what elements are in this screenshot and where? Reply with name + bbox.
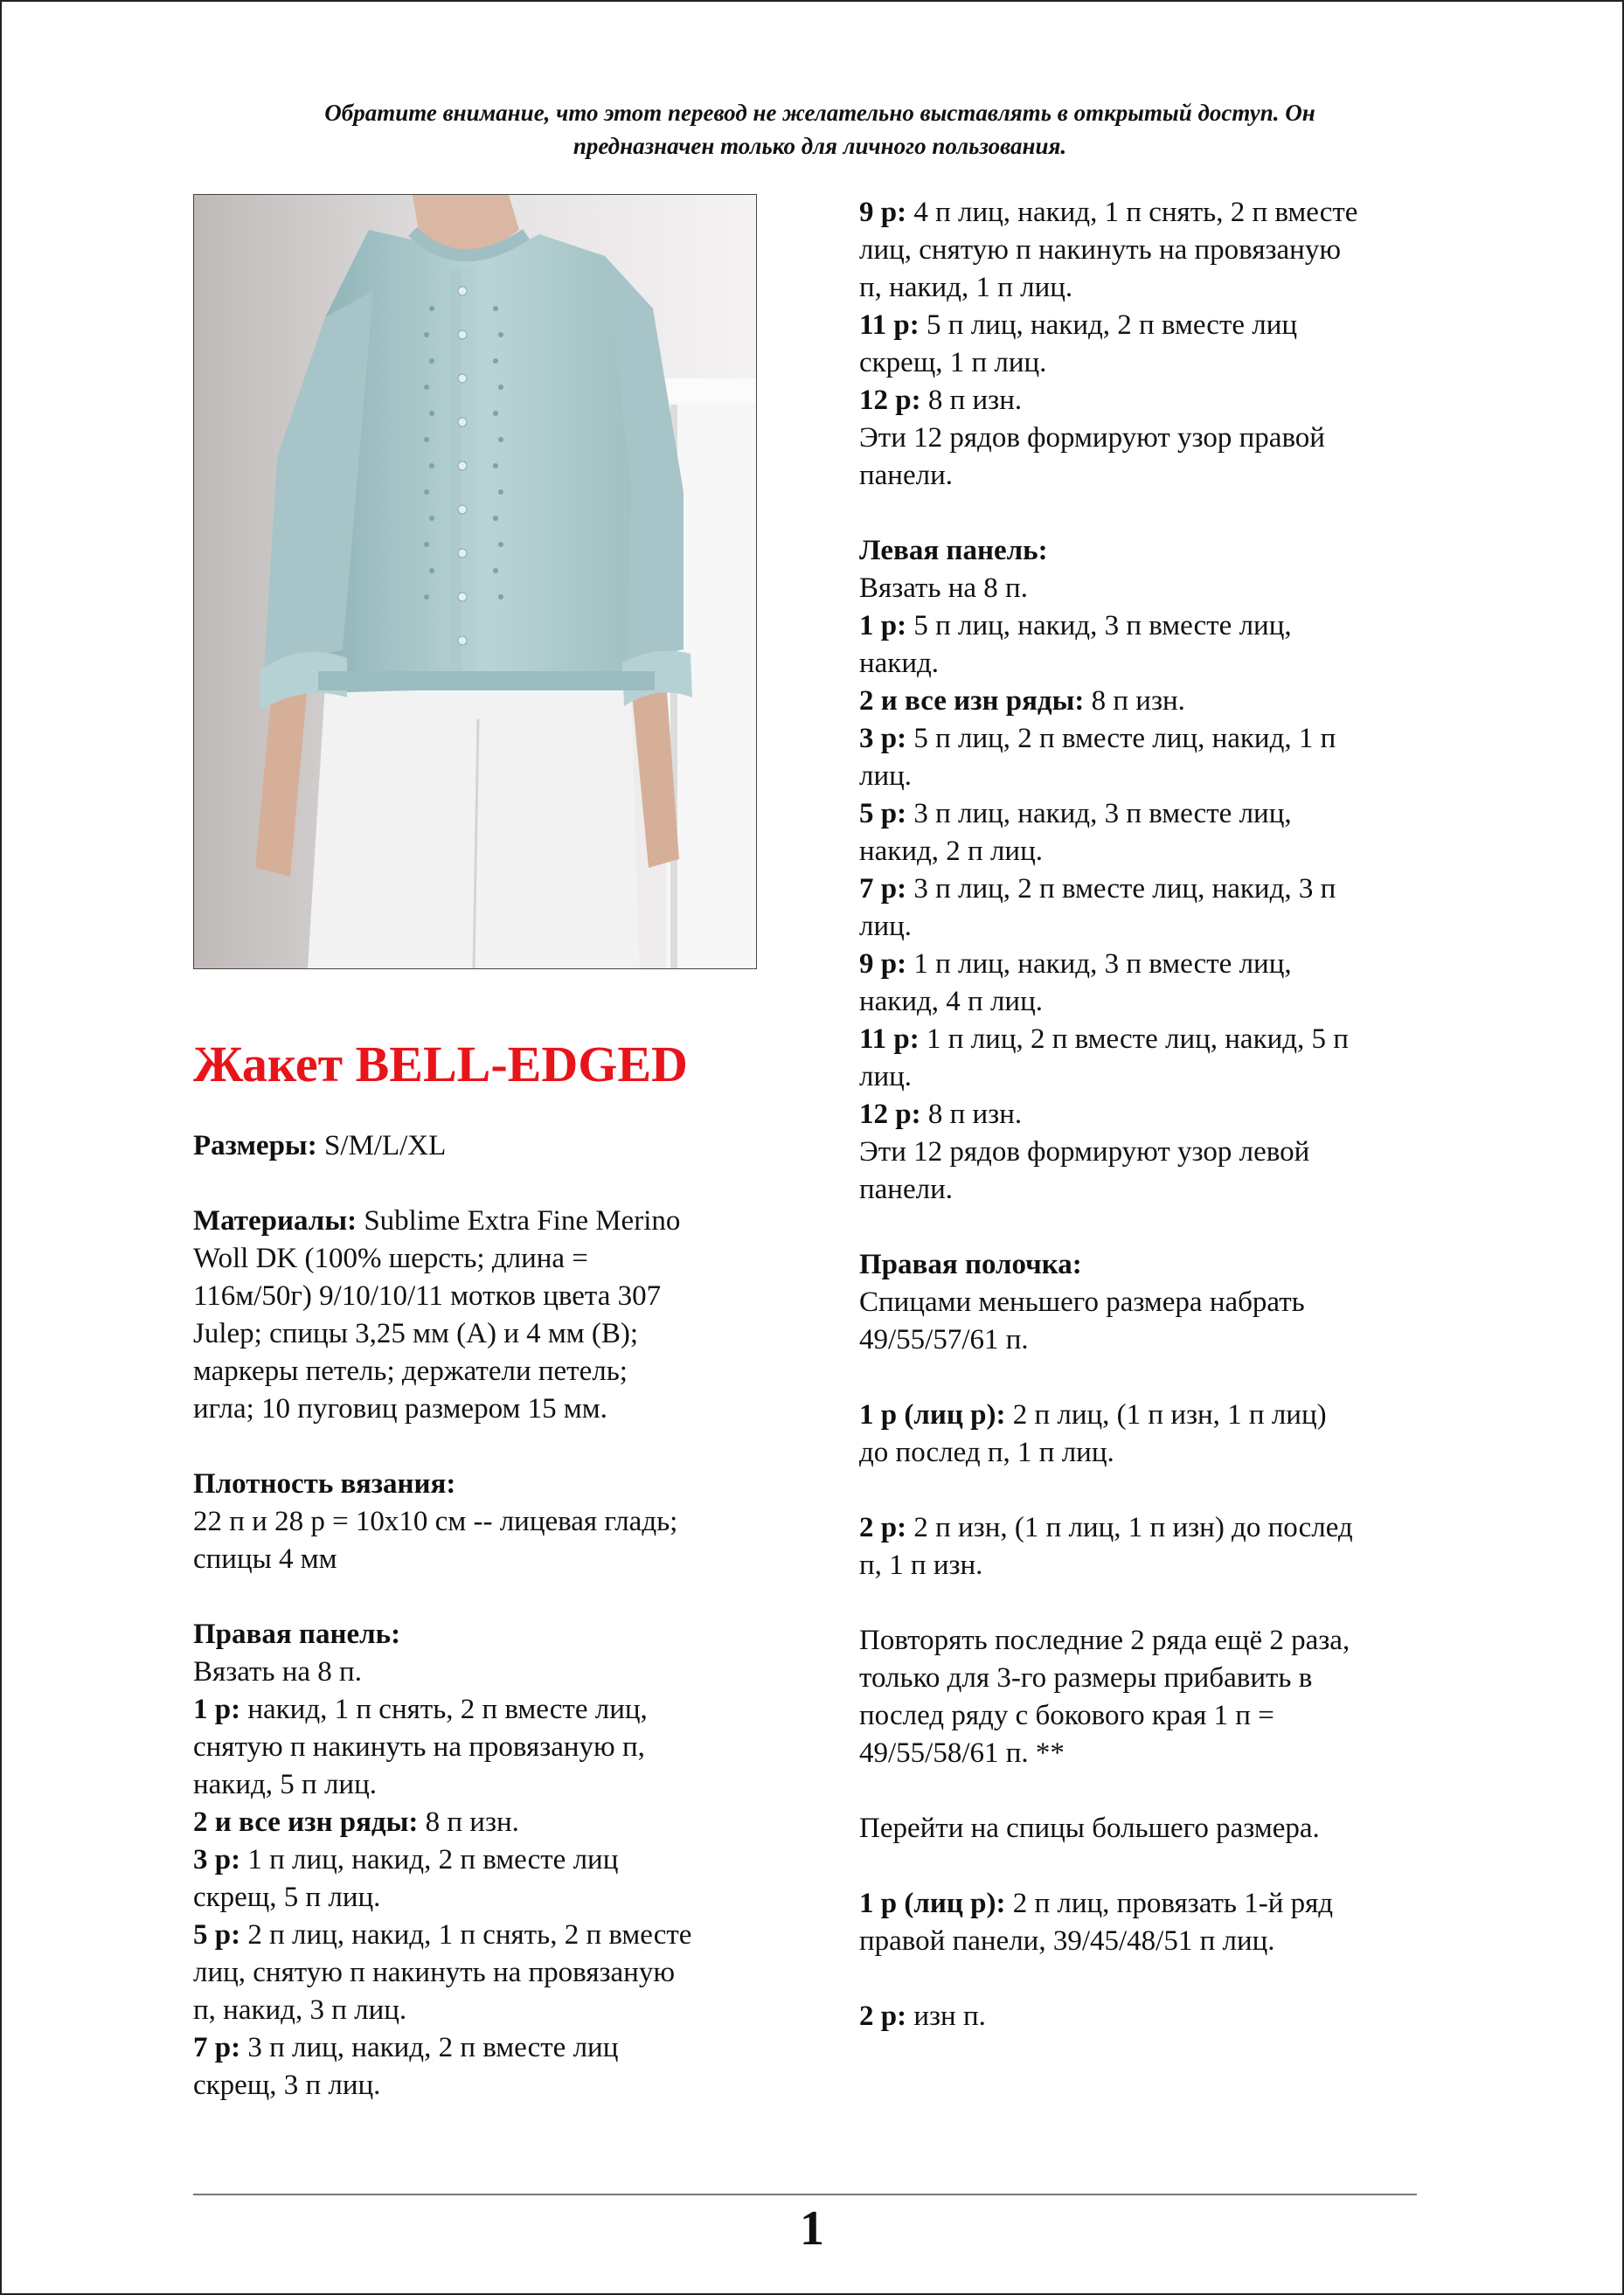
instruction-line: скрещ, 3 п лиц. — [193, 2070, 381, 2101]
row-label: 7 р: — [193, 2032, 241, 2063]
row-label: 2 и все изн ряды: — [193, 1806, 419, 1838]
instruction-line: панели. — [859, 460, 953, 491]
row-label: 1 р: — [193, 1694, 241, 1725]
materials-line: 116м/50г) 9/10/10/11 мотков цвета 307 — [193, 1280, 662, 1312]
instruction-line: только для 3-го размеры прибавить в — [859, 1662, 1313, 1694]
row-instruction — [859, 1998, 1454, 2035]
row-text: изн п. — [906, 2000, 986, 2032]
instruction-line: лиц. — [859, 911, 913, 942]
row-instruction — [859, 1509, 1454, 1547]
instruction-line: скрещ, 5 п лиц. — [193, 1882, 381, 1913]
left-column — [193, 1127, 770, 2104]
row-label: 7 р: — [859, 873, 907, 905]
cardigan-photo — [193, 194, 757, 969]
row-instruction — [859, 720, 1454, 758]
instruction-line: накид, 5 п лиц. — [193, 1769, 377, 1800]
row-label: 5 р: — [859, 798, 907, 829]
sizes-label: Размеры: — [193, 1130, 317, 1161]
instruction-line: лиц, снятую п накинуть на провязаную — [193, 1957, 675, 1988]
row-label: 2 р: — [859, 1512, 907, 1543]
gauge-heading — [193, 1466, 770, 1503]
notice-line-1: Обратите внимание, что этот перевод не желательно выставлять в открытый доступ. Он — [324, 100, 1315, 126]
row-text: 8 п изн. — [418, 1806, 519, 1838]
row-text: 2 п лиц, накид, 1 п снять, 2 п вместе — [240, 1919, 692, 1951]
instruction-line: 49/55/57/61 п. — [859, 1324, 1029, 1356]
instruction-line: накид, 2 п лиц. — [859, 835, 1043, 867]
left-panel-heading — [859, 532, 1454, 570]
row-text: 3 п лиц, 2 п вместе лиц, накид, 3 п — [906, 873, 1336, 905]
row-instruction — [859, 870, 1454, 908]
row-text: 3 п лиц, накид, 3 п вместе лиц, — [906, 798, 1292, 829]
right-front-heading — [859, 1246, 1454, 1284]
row-text: 2 п лиц, (1 п изн, 1 п лиц) — [1005, 1399, 1327, 1431]
notice-line-2: предназначен только для личного пользования. — [573, 133, 1067, 159]
row-instruction — [193, 2029, 770, 2067]
materials-line: игла; 10 пуговиц размером 15 мм. — [193, 1393, 607, 1425]
row-text: 5 п лиц, накид, 3 п вместе лиц, — [906, 610, 1292, 641]
row-text: 1 п лиц, 2 п вместе лиц, накид, 5 п — [919, 1023, 1349, 1055]
row-instruction — [193, 1804, 770, 1841]
row-text: 1 п лиц, накид, 3 п вместе лиц, — [906, 948, 1292, 980]
row-text: 8 п изн. — [920, 385, 1023, 416]
row-instruction — [859, 307, 1454, 344]
instruction-line: п, 1 п изн. — [859, 1550, 983, 1581]
row-instruction — [193, 1917, 770, 1954]
row-label: 2 и все изн ряды: — [859, 685, 1085, 717]
instruction-line: снятую п накинуть на провязаную п, — [193, 1731, 645, 1763]
row-label: 3 р: — [193, 1844, 241, 1876]
row-label: 1 р (лиц р): — [859, 1888, 1006, 1919]
instruction-line: накид, 4 п лиц. — [859, 986, 1043, 1017]
row-instruction — [859, 1397, 1454, 1434]
gauge-line: 22 п и 28 р = 10х10 см -- лицевая гладь; — [193, 1506, 678, 1537]
row-label: 12 р: — [859, 1099, 921, 1130]
row-instruction — [859, 607, 1454, 645]
row-label: 2 р: — [859, 2000, 907, 2032]
row-label: 12 р: — [859, 385, 921, 416]
row-instruction — [859, 382, 1454, 419]
instruction-line: накид. — [859, 648, 940, 679]
copyright-notice — [175, 96, 1465, 163]
row-label: 3 р: — [859, 723, 907, 754]
row-instruction — [859, 683, 1454, 720]
instruction-line: лиц. — [859, 1061, 913, 1092]
sizes-line — [193, 1127, 770, 1165]
instruction-line: лиц, снятую п накинуть на провязаную — [859, 234, 1341, 266]
instruction-line: правой панели, 39/45/48/51 п лиц. — [859, 1925, 1275, 1957]
row-text: 5 п лиц, накид, 2 п вместе лиц — [919, 309, 1298, 341]
section-heading: Правая панель: — [193, 1619, 401, 1650]
row-label: 11 р: — [859, 309, 920, 341]
instruction-line: Вязать на 8 п. — [859, 572, 1028, 604]
instruction-line: послед ряду с бокового края 1 п = — [859, 1700, 1274, 1731]
row-text: 4 п лиц, накид, 1 п снять, 2 п вместе — [906, 197, 1358, 228]
row-instruction — [859, 194, 1454, 232]
row-instruction — [859, 1096, 1454, 1134]
instruction-line: скрещ, 1 п лиц. — [859, 347, 1047, 378]
row-text: 2 п лиц, провязать 1-й ряд — [1005, 1888, 1334, 1919]
row-text: 3 п лиц, накид, 2 п вместе лиц — [240, 2032, 619, 2063]
instruction-line: Эти 12 рядов формируют узор левой — [859, 1136, 1310, 1168]
row-text: 8 п изн. — [920, 1099, 1023, 1130]
gauge-label: Плотность вязания: — [193, 1468, 456, 1500]
row-label: 9 р: — [859, 948, 907, 980]
row-instruction — [859, 1885, 1454, 1923]
row-instruction — [859, 946, 1454, 983]
section-heading: Правая полочка: — [859, 1249, 1082, 1280]
row-label: 9 р: — [859, 197, 907, 228]
row-text: накид, 1 п снять, 2 п вместе лиц, — [240, 1694, 648, 1725]
row-instruction — [193, 1841, 770, 1879]
pattern-title: Жакет BELL-EDGED — [193, 1036, 688, 1092]
right-panel-heading — [193, 1616, 770, 1654]
instruction-line: п, накид, 3 п лиц. — [193, 1994, 407, 2026]
footer-divider — [193, 2194, 1417, 2195]
section-heading: Левая панель: — [859, 535, 1048, 566]
row-text: 8 п изн. — [1084, 685, 1185, 717]
instruction-line: панели. — [859, 1174, 953, 1205]
instruction-line: п, накид, 1 п лиц. — [859, 272, 1073, 303]
materials-text: Sublime Extra Fine Merino — [357, 1205, 681, 1237]
materials-line: Julep; спицы 3,25 мм (А) и 4 мм (В); — [193, 1318, 639, 1349]
row-label: 11 р: — [859, 1023, 920, 1055]
instruction-line: Перейти на спицы большего размера. — [859, 1813, 1320, 1844]
instruction-line: Эти 12 рядов формируют узор правой — [859, 422, 1325, 454]
materials-label: Материалы: — [193, 1205, 357, 1237]
row-instruction — [859, 1021, 1454, 1058]
instruction-line: до послед п, 1 п лиц. — [859, 1437, 1114, 1468]
page-number: 1 — [800, 2201, 824, 2256]
gauge-line: спицы 4 мм — [193, 1543, 337, 1575]
materials-line: Woll DK (100% шерсть; длина = — [193, 1243, 588, 1274]
row-label: 1 р (лиц р): — [859, 1399, 1006, 1431]
instruction-line: 49/55/58/61 п. ** — [859, 1737, 1065, 1769]
right-column — [859, 194, 1454, 2035]
sizes-value: S/M/L/XL — [316, 1130, 447, 1161]
materials-line — [193, 1203, 770, 1240]
row-text: 5 п лиц, 2 п вместе лиц, накид, 1 п — [906, 723, 1336, 754]
row-text: 1 п лиц, накид, 2 п вместе лиц — [240, 1844, 619, 1876]
row-text: 2 п изн, (1 п лиц, 1 п изн) до послед — [906, 1512, 1353, 1543]
row-instruction — [859, 795, 1454, 833]
instruction-line: Повторять последние 2 ряда ещё 2 раза, — [859, 1625, 1350, 1656]
instruction-line: Спицами меньшего размера набрать — [859, 1286, 1305, 1318]
row-label: 1 р: — [859, 610, 907, 641]
instruction-line: Вязать на 8 п. — [193, 1656, 362, 1688]
instruction-line: лиц. — [859, 760, 913, 792]
row-instruction — [193, 1691, 770, 1729]
materials-line: маркеры петель; держатели петель; — [193, 1356, 628, 1387]
row-label: 5 р: — [193, 1919, 241, 1951]
